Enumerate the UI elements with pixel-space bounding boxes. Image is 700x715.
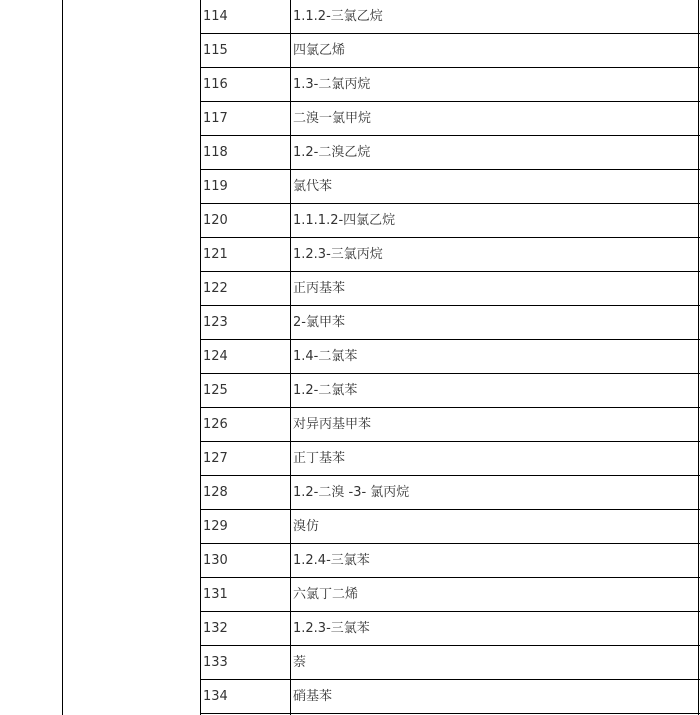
compound-name-cell: 1.4-二氯苯 — [293, 349, 358, 364]
row-number-cell: 116 — [203, 77, 228, 92]
row-number-cell: 125 — [203, 383, 228, 398]
row-divider — [200, 475, 700, 476]
compound-name-cell: 1.2-二溴乙烷 — [293, 145, 371, 160]
row-divider — [200, 679, 700, 680]
row-divider — [200, 577, 700, 578]
row-divider — [200, 237, 700, 238]
compound-name-cell: 四氯乙烯 — [293, 43, 346, 58]
compound-name-cell: 2-氯甲苯 — [293, 315, 345, 330]
row-number-cell: 130 — [203, 553, 228, 568]
row-divider — [200, 611, 700, 612]
column-divider-2 — [290, 0, 291, 715]
row-divider — [200, 713, 700, 714]
row-divider — [200, 67, 700, 68]
compound-name-cell: 六氯丁二烯 — [293, 587, 359, 602]
compound-name-cell: 1.2.3-三氯丙烷 — [293, 247, 383, 262]
row-number-cell: 127 — [203, 451, 228, 466]
row-number-cell: 132 — [203, 621, 228, 636]
row-number-cell: 129 — [203, 519, 228, 534]
row-number-cell: 122 — [203, 281, 228, 296]
compound-name-cell: 1.3-二氯丙烷 — [293, 77, 371, 92]
row-number-cell: 133 — [203, 655, 228, 670]
row-number-cell: 124 — [203, 349, 228, 364]
compound-name-cell: 正丙基苯 — [293, 281, 346, 296]
row-divider — [200, 305, 700, 306]
row-number-cell: 119 — [203, 179, 228, 194]
compound-name-cell: 1.2-二氯苯 — [293, 383, 358, 398]
compound-name-cell: 1.1.2-三氯乙烷 — [293, 9, 383, 24]
row-number-cell: 131 — [203, 587, 228, 602]
row-divider — [200, 645, 700, 646]
row-number-cell: 128 — [203, 485, 228, 500]
row-number-cell: 118 — [203, 145, 228, 160]
row-divider — [200, 135, 700, 136]
compound-name-cell: 1.1.1.2-四氯乙烷 — [293, 213, 396, 228]
row-number-cell: 117 — [203, 111, 228, 126]
compound-name-cell: 1.2.4-三氯苯 — [293, 553, 370, 568]
row-number-cell: 120 — [203, 213, 228, 228]
row-number-cell: 114 — [203, 9, 228, 24]
row-divider — [200, 407, 700, 408]
row-divider — [200, 203, 700, 204]
table-border-right — [698, 0, 699, 715]
row-divider — [200, 373, 700, 374]
compound-name-cell: 对异丙基甲苯 — [293, 417, 372, 432]
row-divider — [200, 169, 700, 170]
row-divider — [200, 441, 700, 442]
compound-name-cell: 1.2.3-三氯苯 — [293, 621, 370, 636]
row-number-cell: 121 — [203, 247, 228, 262]
row-divider — [200, 339, 700, 340]
compound-name-cell: 正丁基苯 — [293, 451, 346, 466]
row-divider — [200, 33, 700, 34]
column-divider-1 — [200, 0, 201, 715]
table-border-left — [62, 0, 63, 715]
row-divider — [200, 101, 700, 102]
compound-name-cell: 硝基苯 — [293, 689, 333, 704]
row-divider — [200, 271, 700, 272]
compound-name-cell: 溴仿 — [293, 519, 320, 534]
row-number-cell: 115 — [203, 43, 228, 58]
compound-name-cell: 1.2-二溴 -3- 氯丙烷 — [293, 485, 410, 500]
row-divider — [200, 543, 700, 544]
row-number-cell: 126 — [203, 417, 228, 432]
row-number-cell: 123 — [203, 315, 228, 330]
compound-name-cell: 二溴一氯甲烷 — [293, 111, 372, 126]
row-divider — [200, 509, 700, 510]
compound-name-cell: 萘 — [293, 655, 307, 670]
row-number-cell: 134 — [203, 689, 228, 704]
compound-name-cell: 氯代苯 — [293, 179, 333, 194]
